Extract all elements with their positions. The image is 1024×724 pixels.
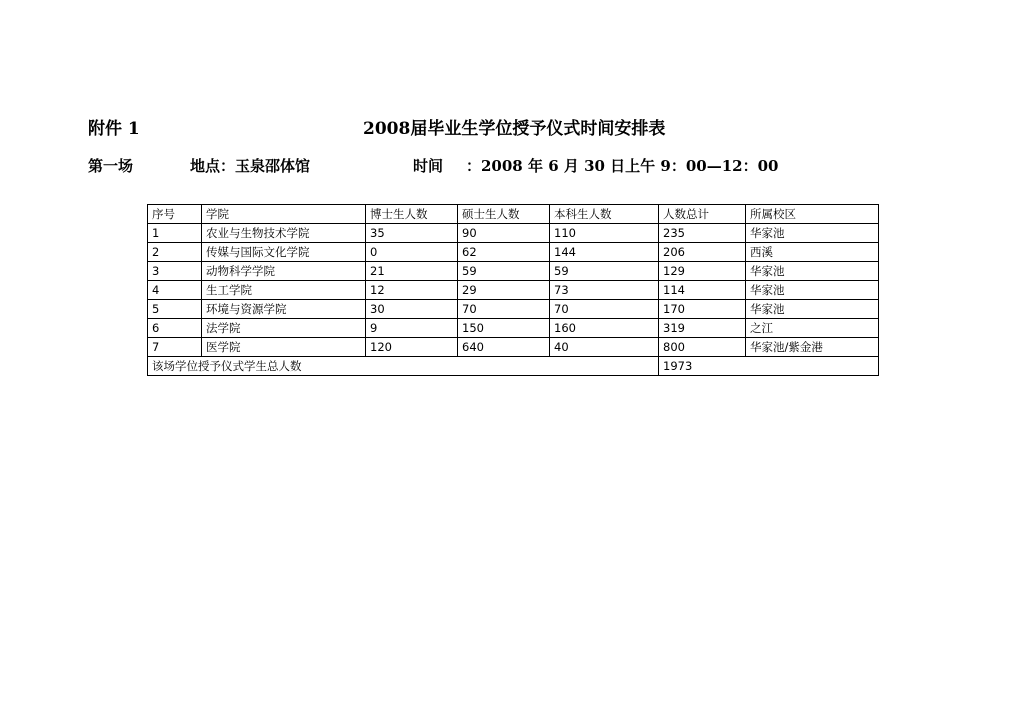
table-row: [148, 338, 879, 357]
cell-undergrad: 144: [550, 243, 659, 262]
schedule-table: [147, 204, 879, 376]
cell-phd: 30: [366, 300, 458, 319]
cell-campus: 华家池: [746, 262, 879, 281]
cell-index: 7: [148, 338, 202, 357]
cell-index: 3: [148, 262, 202, 281]
total-value: 1973: [659, 357, 879, 376]
cell-college: 环境与资源学院: [202, 300, 366, 319]
cell-campus: 西溪: [746, 243, 879, 262]
cell-total: 170: [659, 300, 746, 319]
time-label: 时间: [413, 157, 444, 175]
cell-phd: 120: [366, 338, 458, 357]
cell-master: 62: [458, 243, 550, 262]
table-row: [148, 319, 879, 338]
table-header-row: [148, 205, 879, 224]
session-label: 第一场: [88, 157, 134, 175]
cell-total: 206: [659, 243, 746, 262]
location-label: 地点：玉泉邵体馆: [190, 157, 311, 175]
cell-undergrad: 40: [550, 338, 659, 357]
cell-undergrad: 73: [550, 281, 659, 300]
cell-index: 5: [148, 300, 202, 319]
cell-undergrad: 59: [550, 262, 659, 281]
document-title: 2008届毕业生学位授予仪式时间安排表: [363, 119, 666, 139]
column-header-campus: 所属校区: [746, 205, 879, 224]
cell-campus: 华家池: [746, 224, 879, 243]
cell-college: 农业与生物技术学院: [202, 224, 366, 243]
column-header-phd: 博士生人数: [366, 205, 458, 224]
cell-total: 319: [659, 319, 746, 338]
table-row: [148, 281, 879, 300]
cell-master: 640: [458, 338, 550, 357]
cell-college: 生工学院: [202, 281, 366, 300]
cell-total: 800: [659, 338, 746, 357]
cell-undergrad: 70: [550, 300, 659, 319]
cell-college: 传媒与国际文化学院: [202, 243, 366, 262]
column-header-index: 序号: [148, 205, 202, 224]
cell-master: 90: [458, 224, 550, 243]
attachment-label: 附件 1: [88, 119, 140, 139]
cell-undergrad: 110: [550, 224, 659, 243]
total-label: 该场学位授予仪式学生总人数: [148, 357, 659, 376]
cell-college: 法学院: [202, 319, 366, 338]
cell-campus: 华家池: [746, 281, 879, 300]
table-row: [148, 224, 879, 243]
cell-undergrad: 160: [550, 319, 659, 338]
cell-campus: 华家池: [746, 300, 879, 319]
cell-master: 150: [458, 319, 550, 338]
cell-master: 70: [458, 300, 550, 319]
column-header-college: 学院: [202, 205, 366, 224]
cell-campus: 之江: [746, 319, 879, 338]
cell-college: 动物科学学院: [202, 262, 366, 281]
cell-index: 2: [148, 243, 202, 262]
cell-campus: 华家池/紫金港: [746, 338, 879, 357]
cell-phd: 12: [366, 281, 458, 300]
cell-total: 235: [659, 224, 746, 243]
cell-phd: 0: [366, 243, 458, 262]
cell-total: 129: [659, 262, 746, 281]
column-header-undergrad: 本科生人数: [550, 205, 659, 224]
cell-master: 29: [458, 281, 550, 300]
table-total-row: [148, 357, 879, 376]
cell-college: 医学院: [202, 338, 366, 357]
table-row: [148, 262, 879, 281]
time-value: ：2008 年 6 月 30 日上午 9：00—12：00: [466, 157, 779, 175]
table-row: [148, 243, 879, 262]
cell-index: 4: [148, 281, 202, 300]
cell-phd: 21: [366, 262, 458, 281]
cell-index: 1: [148, 224, 202, 243]
cell-total: 114: [659, 281, 746, 300]
table-row: [148, 300, 879, 319]
cell-index: 6: [148, 319, 202, 338]
cell-master: 59: [458, 262, 550, 281]
column-header-total: 人数总计: [659, 205, 746, 224]
cell-phd: 9: [366, 319, 458, 338]
column-header-master: 硕士生人数: [458, 205, 550, 224]
cell-phd: 35: [366, 224, 458, 243]
